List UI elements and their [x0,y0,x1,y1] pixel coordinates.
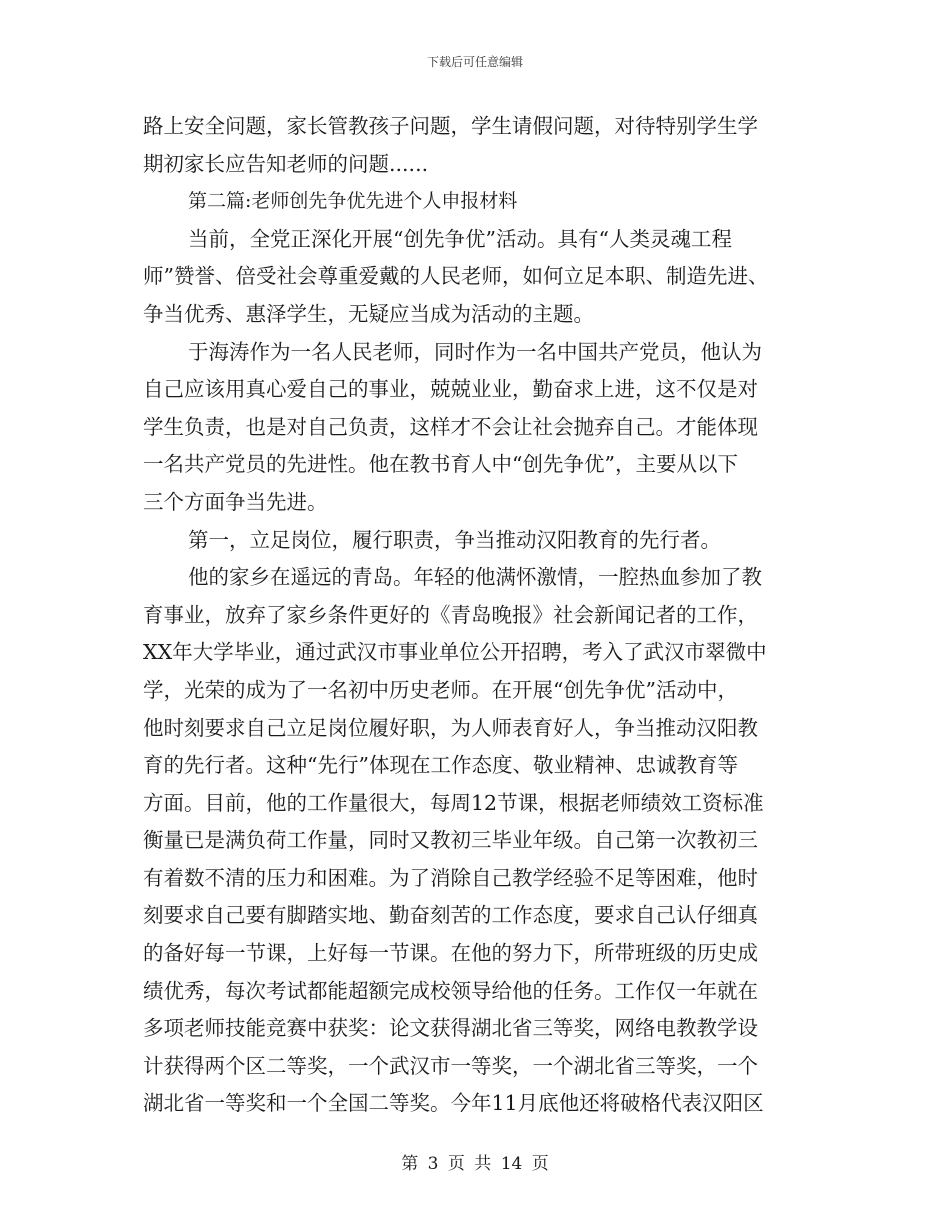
text-line: 他时刻要求自己立足岗位履好职，为人师表育好人，争当推动汉阳教 [143,715,758,740]
text-line: 绩优秀，每次考试都能超额完成校领导给他的任务。工作仅一年就在 [143,978,758,1003]
text-line: 育事业，放弃了家乡条件更好的《青岛晚报》社会新闻记者的工作， [143,602,758,627]
text-line: 三个方面争当先进。 [143,489,328,514]
text-line: 有着数不清的压力和困难。为了消除自己教学经验不足等困难，他时 [143,865,758,890]
text-line: 育的先行者。这种“先行”体现在工作态度、敬业精神、忠诚教育等 [143,753,738,778]
text-line: 计获得两个区二等奖，一个武汉市一等奖，一个湖北省三等奖，一个 [143,1053,758,1078]
text-line: 衡量已是满负荷工作量，同时又教初三毕业年级。自己第一次教初三 [143,828,758,853]
text-line: 的备好每一节课，上好每一节课。在他的努力下，所带班级的历史成 [143,941,758,966]
text-line: 期初家长应告知老师的问题...... [143,151,429,176]
text-line: 师”赞誉、倍受社会尊重爱戴的人民老师，如何立足本职、制造先进、 [143,264,769,289]
page-header: 下载后可任意编辑 [426,55,523,69]
text-line: 方面。目前，他的工作量很大，每周12节课，根据老师绩效工资标准 [143,790,764,815]
text-line: 学生负责，也是对自己负责，这样才不会让社会抛弃自己。才能体现 [143,414,758,439]
text-line: 他的家乡在遥远的青岛。年轻的他满怀激情，一腔热血参加了教 [188,565,762,590]
section-heading: 第二篇:老师创先争优先进个人申报材料 [188,190,518,213]
text-line: 争当优秀、惠泽学生，无疑应当成为活动的主题。 [143,301,594,326]
text-line: 自己应该用真心爱自己的事业，兢兢业业，勤奋求上进，这不仅是对 [143,377,758,402]
page-number: 第 3 页 共 14 页 [401,1154,549,1174]
text-line: 学，光荣的成为了一名初中历史老师。在开展“创先争优”活动中， [143,677,738,702]
document-body [143,108,807,1123]
subsection-heading: 第一，立足岗位，履行职责，争当推动汉阳教育的先行者。 [188,527,721,552]
text-line: XX年大学毕业，通过武汉市事业单位公开招聘，考入了武汉市翠微中 [143,640,767,665]
text-line: 刻要求自己要有脚踏实地、勤奋刻苦的工作态度，要求自己认仔细真 [143,903,758,928]
text-line: 多项老师技能竞赛中获奖：论文获得湖北省三等奖，网络电教教学设 [143,1016,758,1041]
text-line: 一名共产党员的先进性。他在教书育人中“创先争优”，主要从以下 [143,452,738,477]
text-line: 湖北省一等奖和一个全国二等奖。今年11月底他还将破格代表汉阳区 [143,1091,764,1116]
text-line: 于海涛作为一名人民老师，同时作为一名中国共产党员，他认为 [188,339,762,364]
text-line: 路上安全问题，家长管教孩子问题，学生请假问题，对待特别学生学 [143,114,758,138]
text-line: 当前，全党正深化开展“创先争优”活动。具有“人类灵魂工程 [188,226,732,251]
